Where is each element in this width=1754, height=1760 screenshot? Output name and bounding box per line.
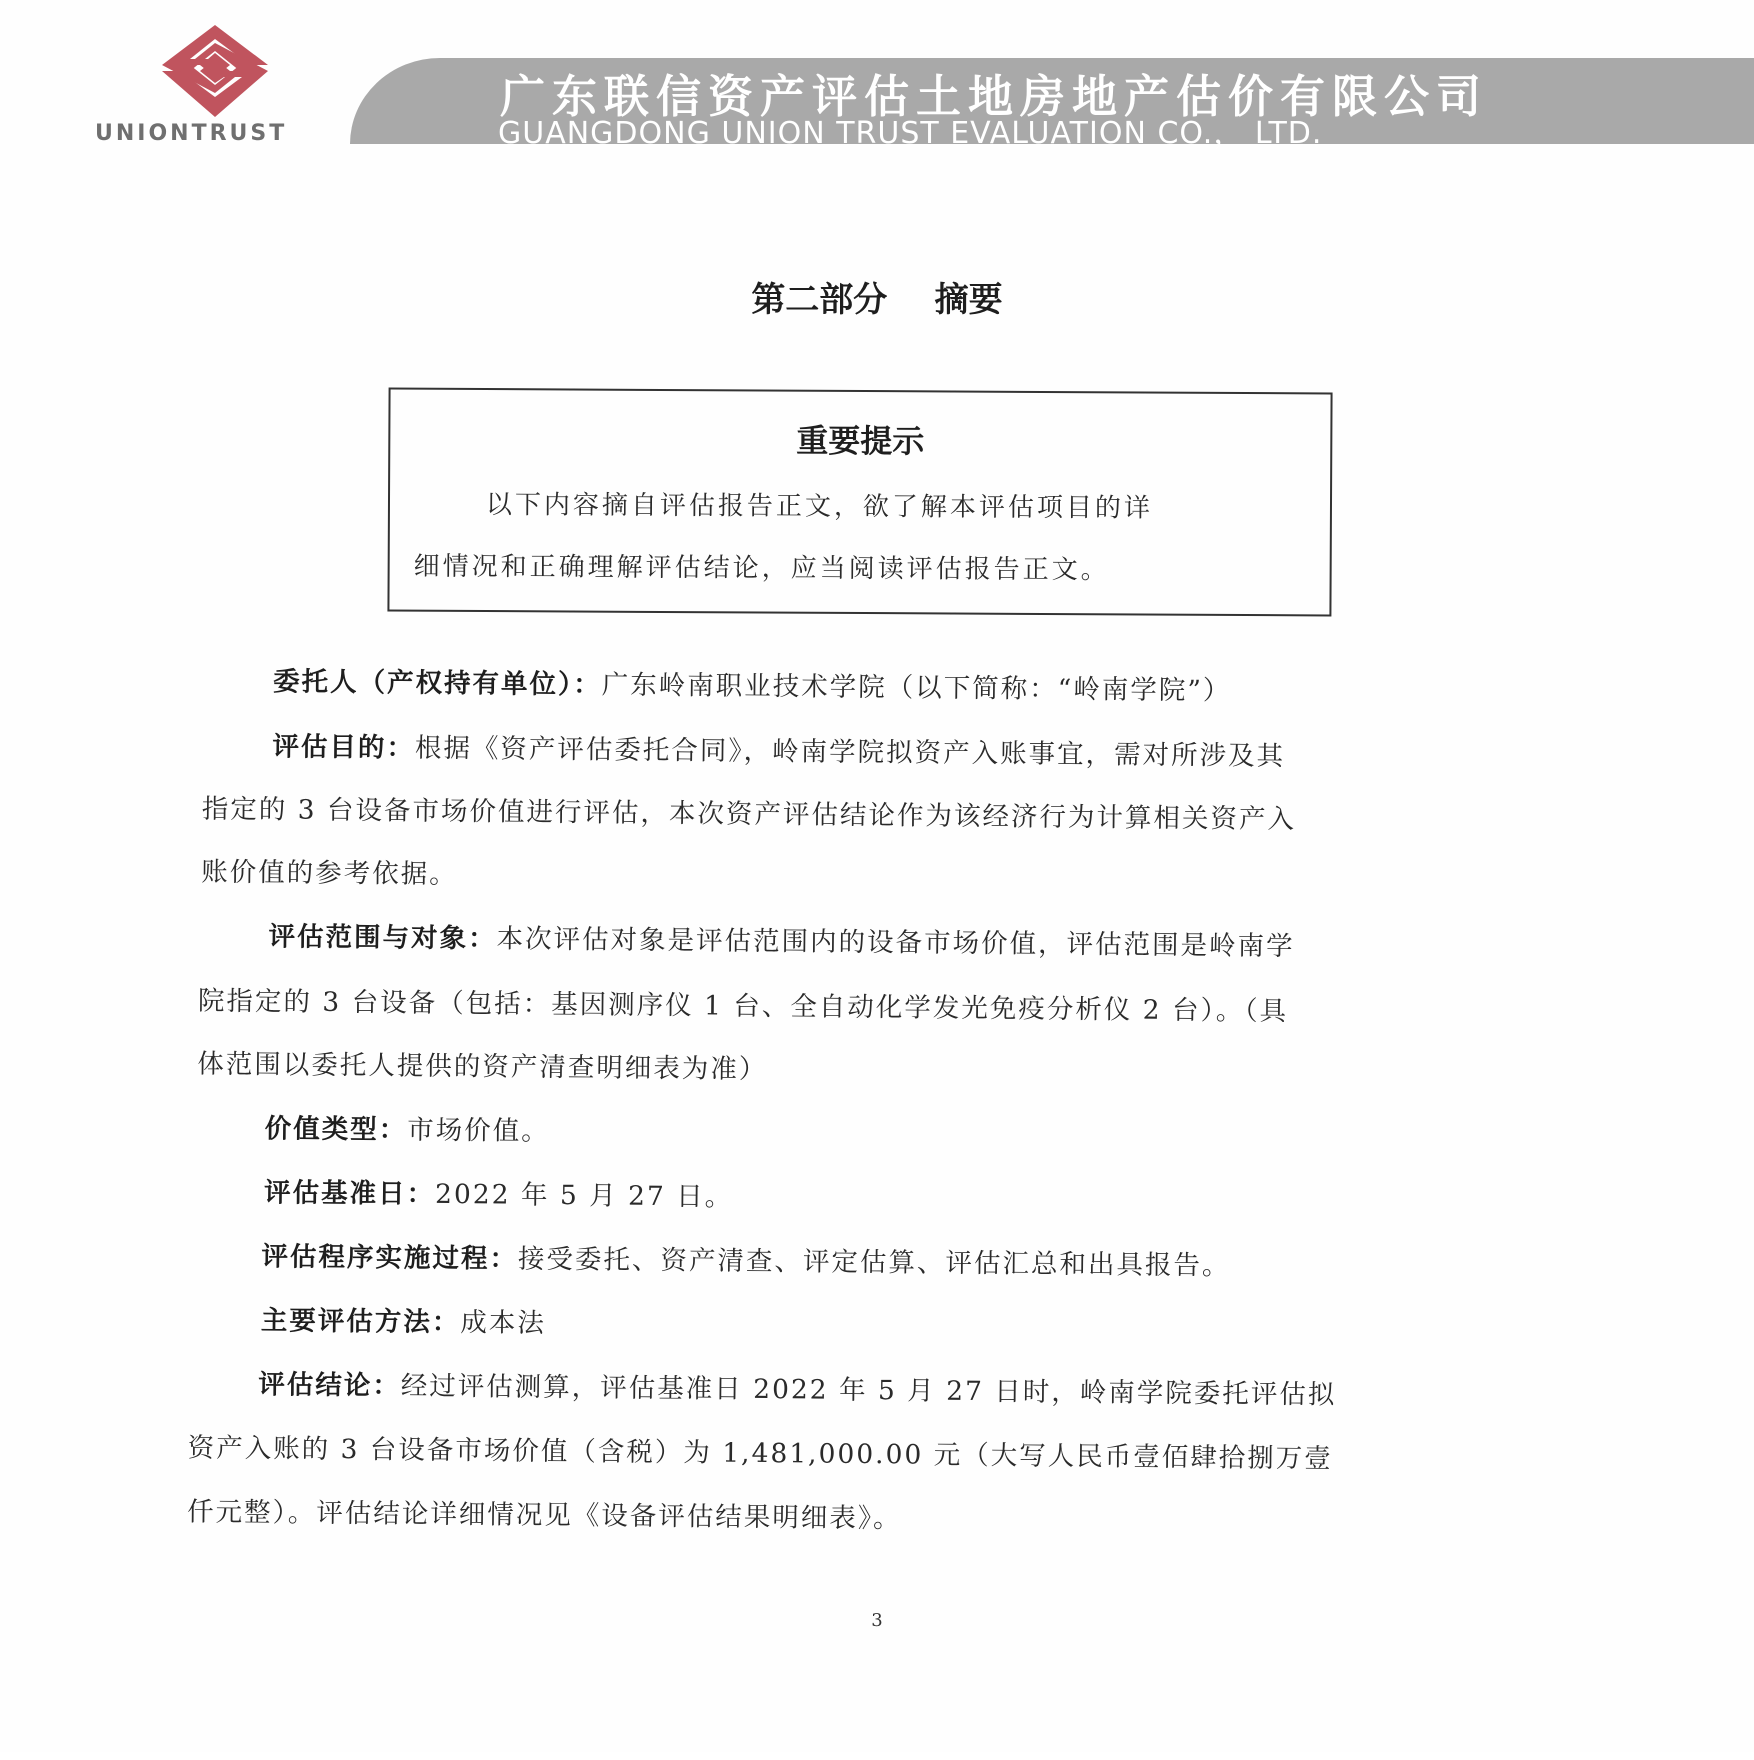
paragraph-scope xyxy=(268,914,1294,963)
paragraph-label: 价值类型： xyxy=(264,1113,408,1146)
paragraph-base-date xyxy=(264,1170,733,1214)
paragraph-text: 成本法 xyxy=(460,1307,547,1339)
paragraph-text: 指定的 3 台设备市场价值进行评估，本次资产评估结论作为该经济行为计算相关资产入 xyxy=(201,793,1297,836)
company-name-cn: 广东联信资产评估土地房地产估价有限公司 xyxy=(500,70,1489,123)
notice-line: 细情况和正确理解评估结论，应当阅读评估报告正文。 xyxy=(413,551,1110,586)
notice-title: 重要提示 xyxy=(796,421,925,461)
paragraph-text: 广东岭南职业技术学院（以下简称：“岭南学院”） xyxy=(601,669,1232,707)
notice-line: 以下内容摘自评估报告正文，欲了解本评估项目的详 xyxy=(485,490,1154,524)
section-title: 第二部分 摘要 xyxy=(751,280,1003,320)
paragraph-text: 仟元整）。评估结论详细情况见《设备评估结果明细表》。 xyxy=(186,1496,902,1535)
paragraph-method xyxy=(261,1298,546,1340)
paragraph-text: 根据《资产评估委托合同》，岭南学院拟资产入账事宜，需对所涉及其 xyxy=(414,732,1286,772)
paragraph-label: 评估基准日： xyxy=(263,1177,436,1210)
paragraph-text: 2022 年 5 月 27 日。 xyxy=(434,1178,734,1213)
paragraph-purpose xyxy=(272,724,1285,773)
paragraph-procedure xyxy=(261,1234,1230,1282)
paragraph-client xyxy=(273,659,1232,707)
paragraph-label: 评估目的： xyxy=(272,731,416,764)
paragraph-text: 体范围以委托人提供的资产清查明细表为准） xyxy=(197,1048,768,1086)
paragraph-label: 委托人（产权持有单位）： xyxy=(272,666,602,701)
paragraph-text: 资产入账的 3 台设备市场价值（含税）为 1,481,000.00 元（大写人民币壹佰肆拾捌万壹 xyxy=(187,1432,1333,1475)
company-name-en: GUANGDONG UNION TRUST EVALUATION CO.， LTD. xyxy=(498,116,1323,151)
paragraph-text: 接受委托、资产清查、评定估算、评估汇总和出具报告。 xyxy=(517,1243,1231,1282)
paragraph-text: 市场价值。 xyxy=(407,1114,550,1147)
page-number: 3 xyxy=(871,1610,883,1631)
logo-wordmark: UNIONTRUST xyxy=(95,121,288,146)
paragraph-text: 本次评估对象是评估范围内的设备市场价值，评估范围是岭南学 xyxy=(496,923,1295,963)
paragraph-text: 经过评估测算，评估基准日 2022 年 5 月 27 日时，岭南学院委托评估拟 xyxy=(400,1370,1337,1411)
paragraph-value-type xyxy=(265,1106,550,1148)
paragraph-label: 评估结论： xyxy=(258,1369,401,1402)
paragraph-text: 院指定的 3 台设备（包括：基因测序仪 1 台、全自动化学发光免疫分析仪 2 台）。（具 xyxy=(197,985,1289,1028)
paragraph-text: 账价值的参考依据。 xyxy=(201,856,458,891)
paragraph-conclusion xyxy=(258,1362,1336,1411)
paragraph-label: 评估程序实施过程： xyxy=(261,1241,519,1275)
paragraph-label: 评估范围与对象： xyxy=(268,921,497,955)
paragraph-label: 主要评估方法： xyxy=(260,1305,461,1339)
